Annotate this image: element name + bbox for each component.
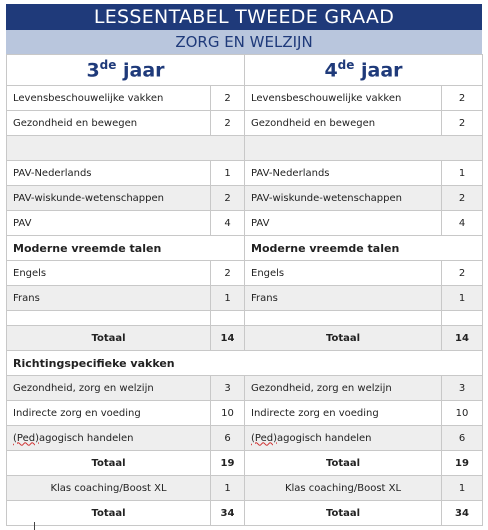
group-header: Moderne vreemde talen bbox=[7, 236, 245, 261]
group-header-row bbox=[7, 236, 483, 261]
spellcheck-word: (Ped) bbox=[13, 432, 39, 444]
total-label: Totaal bbox=[245, 501, 442, 526]
empty-cell bbox=[7, 311, 211, 326]
subject-label: Gezondheid en bewegen bbox=[245, 111, 442, 136]
table-row bbox=[7, 376, 483, 401]
subject-label: Gezondheid, zorg en welzijn bbox=[245, 376, 442, 401]
empty-cell bbox=[245, 136, 483, 161]
hours-3: 1 bbox=[211, 161, 245, 186]
subject-label: (Ped)agogisch handelen bbox=[245, 426, 442, 451]
hours-3: 4 bbox=[211, 211, 245, 236]
year-4-header: 4de jaar bbox=[245, 55, 483, 86]
total-label: Totaal bbox=[7, 326, 211, 351]
hours-4: 2 bbox=[442, 261, 483, 286]
hours-4: 10 bbox=[442, 401, 483, 426]
hours-3: 2 bbox=[211, 86, 245, 111]
subject-label: Gezondheid, zorg en welzijn bbox=[7, 376, 211, 401]
total-hours-4: 19 bbox=[442, 451, 483, 476]
hours-4: 1 bbox=[442, 286, 483, 311]
hours-4: 1 bbox=[442, 476, 483, 501]
hours-3: 2 bbox=[211, 261, 245, 286]
total-hours-3: 14 bbox=[211, 326, 245, 351]
hours-3: 6 bbox=[211, 426, 245, 451]
hours-3: 3 bbox=[211, 376, 245, 401]
subject-label: Frans bbox=[245, 286, 442, 311]
subject-label: PAV-Nederlands bbox=[7, 161, 211, 186]
hours-3: 1 bbox=[211, 476, 245, 501]
table-row bbox=[7, 261, 483, 286]
lessentabel bbox=[6, 4, 482, 526]
subject-label: Frans bbox=[7, 286, 211, 311]
empty-cell bbox=[442, 311, 483, 326]
empty-cell bbox=[7, 136, 245, 161]
table-row bbox=[7, 186, 483, 211]
year-3-header: 3de jaar bbox=[7, 55, 245, 86]
group-header-row bbox=[7, 351, 483, 376]
hours-3: 10 bbox=[211, 401, 245, 426]
page-subtitle: ZORG EN WELZIJN bbox=[6, 30, 482, 54]
subject-label: Engels bbox=[245, 261, 442, 286]
total-hours-3: 19 bbox=[211, 451, 245, 476]
total-label: Totaal bbox=[245, 451, 442, 476]
subject-label: Engels bbox=[7, 261, 211, 286]
hours-4: 2 bbox=[442, 86, 483, 111]
subject-label: Klas coaching/Boost XL bbox=[245, 476, 442, 501]
table-row bbox=[7, 401, 483, 426]
page-title: LESSENTABEL TWEEDE GRAAD bbox=[6, 4, 482, 30]
empty-row bbox=[7, 136, 483, 161]
table-row bbox=[7, 476, 483, 501]
total-label: Totaal bbox=[7, 451, 211, 476]
subject-label: Levensbeschouwelijke vakken bbox=[245, 86, 442, 111]
subject-label: (Ped)agogisch handelen bbox=[7, 426, 211, 451]
total-row bbox=[7, 451, 483, 476]
subject-label: PAV bbox=[245, 211, 442, 236]
empty-row bbox=[7, 311, 483, 326]
subject-label: Levensbeschouwelijke vakken bbox=[7, 86, 211, 111]
empty-cell bbox=[211, 311, 245, 326]
hours-3: 2 bbox=[211, 186, 245, 211]
group-header: Moderne vreemde talen bbox=[245, 236, 483, 261]
hours-4: 2 bbox=[442, 111, 483, 136]
total-row bbox=[7, 326, 483, 351]
hours-3: 2 bbox=[211, 111, 245, 136]
hours-4: 3 bbox=[442, 376, 483, 401]
spellcheck-word: (Ped) bbox=[251, 432, 277, 444]
hours-4: 4 bbox=[442, 211, 483, 236]
hours-4: 2 bbox=[442, 186, 483, 211]
table-row bbox=[7, 86, 483, 111]
total-label: Totaal bbox=[245, 326, 442, 351]
subject-label: PAV bbox=[7, 211, 211, 236]
total-hours-4: 34 bbox=[442, 501, 483, 526]
hours-3: 1 bbox=[211, 286, 245, 311]
group-header: Richtingspecifieke vakken bbox=[7, 351, 483, 376]
subject-label: Gezondheid en bewegen bbox=[7, 111, 211, 136]
total-hours-3: 34 bbox=[211, 501, 245, 526]
total-row bbox=[7, 501, 483, 526]
total-label: Totaal bbox=[7, 501, 211, 526]
table-row bbox=[7, 211, 483, 236]
table-row bbox=[7, 426, 483, 451]
empty-cell bbox=[245, 311, 442, 326]
subject-label: Klas coaching/Boost XL bbox=[7, 476, 211, 501]
subject-label: PAV-Nederlands bbox=[245, 161, 442, 186]
subject-label: PAV-wiskunde-wetenschappen bbox=[7, 186, 211, 211]
hours-4: 6 bbox=[442, 426, 483, 451]
hours-table bbox=[6, 54, 483, 526]
table-row bbox=[7, 286, 483, 311]
hours-4: 1 bbox=[442, 161, 483, 186]
table-row bbox=[7, 111, 483, 136]
subject-label: Indirecte zorg en voeding bbox=[245, 401, 442, 426]
table-row bbox=[7, 161, 483, 186]
total-hours-4: 14 bbox=[442, 326, 483, 351]
text-cursor bbox=[34, 522, 35, 530]
subject-label: PAV-wiskunde-wetenschappen bbox=[245, 186, 442, 211]
subject-label: Indirecte zorg en voeding bbox=[7, 401, 211, 426]
year-header-row bbox=[7, 55, 483, 86]
